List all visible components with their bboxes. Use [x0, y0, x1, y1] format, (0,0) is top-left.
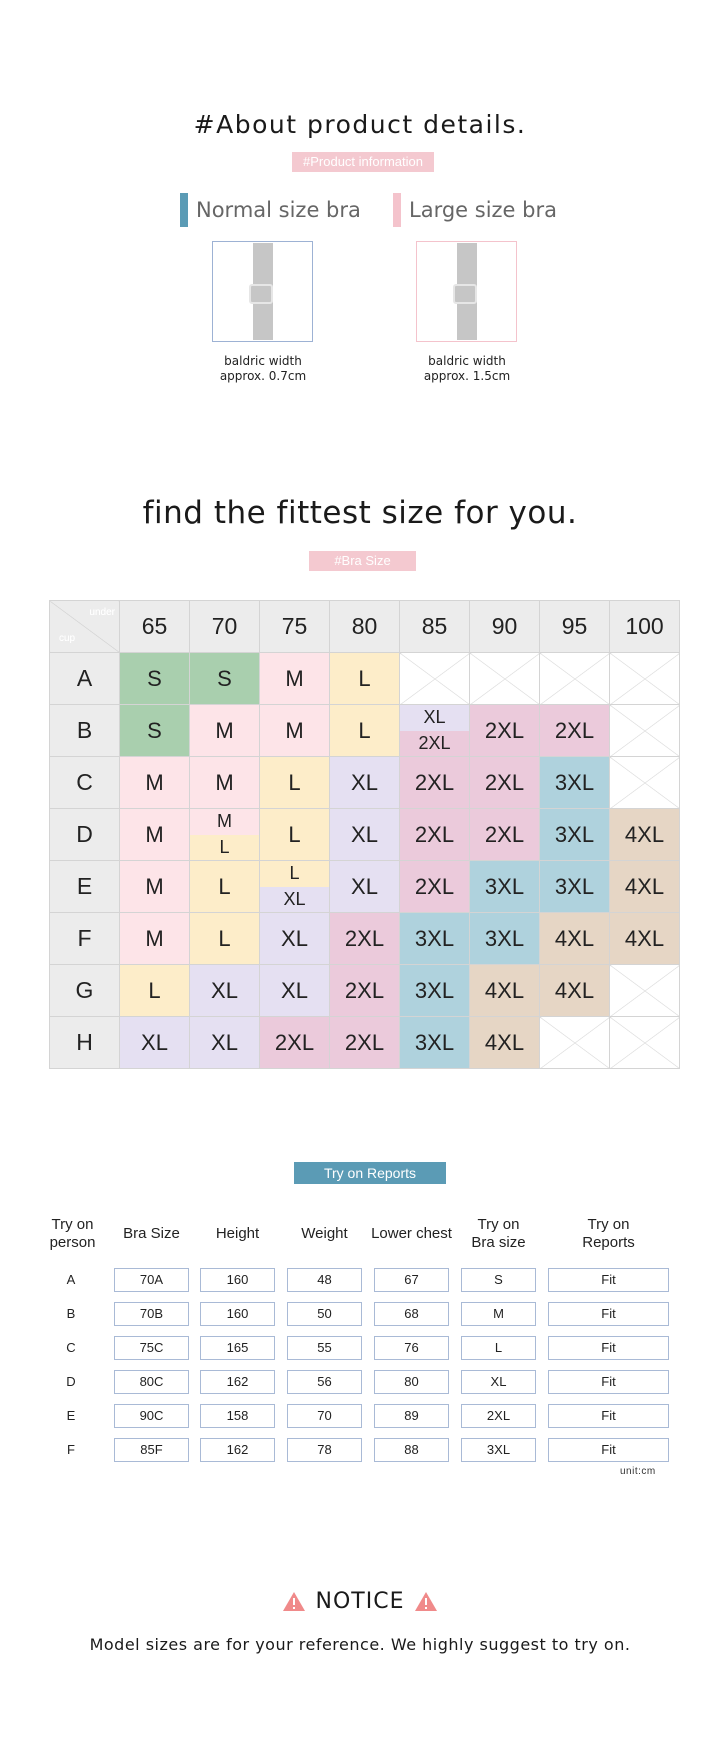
size-cell: 2XL — [470, 809, 540, 861]
report-cell-weight: 70 — [287, 1404, 362, 1428]
size-chart-row — [50, 757, 680, 809]
header-line: Bra Size — [123, 1225, 180, 1242]
report-cell-height: 160 — [200, 1302, 275, 1326]
size-cell: 2XL — [330, 913, 400, 965]
size-value: XL — [400, 705, 469, 731]
size-cell: L — [330, 653, 400, 705]
warning-icon — [282, 1591, 306, 1612]
band-size-header: 90 — [470, 601, 540, 653]
size-cell: M — [190, 705, 260, 757]
size-cell: L — [190, 913, 260, 965]
report-cell-size: XL — [461, 1370, 536, 1394]
report-cell-weight: 55 — [287, 1336, 362, 1360]
cup-size-label: C — [50, 757, 120, 809]
report-cell-size: M — [461, 1302, 536, 1326]
buckle-illustration — [249, 284, 273, 304]
size-cell: 2XL — [400, 757, 470, 809]
band-size-header: 100 — [610, 601, 680, 653]
size-cell: 4XL — [540, 913, 610, 965]
size-chart-row — [50, 705, 680, 757]
caption-line: baldric width — [428, 354, 506, 368]
size-cell: 4XL — [610, 861, 680, 913]
band-size-header: 80 — [330, 601, 400, 653]
cup-size-label: E — [50, 861, 120, 913]
caption-line: approx. 1.5cm — [423, 369, 511, 383]
size-cell: 2XL — [330, 965, 400, 1017]
cup-size-label: G — [50, 965, 120, 1017]
size-cell: 4XL — [610, 913, 680, 965]
size-cell: 3XL — [540, 757, 610, 809]
notice-text: Model sizes are for your reference. We highly suggest to try on. — [89, 1635, 631, 1654]
size-cell: M — [120, 861, 190, 913]
split-size-cell — [400, 705, 470, 757]
size-cell: XL — [260, 913, 330, 965]
report-column-header — [104, 1225, 199, 1243]
report-cell-size: S — [461, 1268, 536, 1292]
cup-size-label: D — [50, 809, 120, 861]
report-person-label: F — [67, 1442, 75, 1457]
header-line: Try on — [477, 1216, 520, 1233]
size-cell: 2XL — [260, 1017, 330, 1069]
header-line: Try on — [587, 1216, 630, 1233]
report-cell-report: Fit — [548, 1302, 669, 1326]
size-cell: 2XL — [400, 861, 470, 913]
large-strap-caption — [397, 354, 537, 384]
band-size-header: 95 — [540, 601, 610, 653]
report-cell-report: Fit — [548, 1370, 669, 1394]
empty-size-cell — [540, 653, 610, 705]
report-cell-chest: 89 — [374, 1404, 449, 1428]
header-line: Try on — [51, 1216, 94, 1233]
size-value: XL — [260, 887, 329, 913]
size-value: L — [190, 835, 259, 861]
band-size-header: 85 — [400, 601, 470, 653]
size-cell: 3XL — [540, 809, 610, 861]
report-cell-height: 160 — [200, 1268, 275, 1292]
normal-size-label: Normal size bra — [196, 198, 361, 222]
size-chart-row — [50, 809, 680, 861]
cup-size-label: F — [50, 913, 120, 965]
normal-strap-caption — [193, 354, 333, 384]
size-cell: M — [120, 757, 190, 809]
buckle-illustration — [453, 284, 477, 304]
report-cell-bra: 90C — [114, 1404, 189, 1428]
size-cell: 2XL — [330, 1017, 400, 1069]
large-size-heading — [393, 193, 557, 227]
report-column-header — [364, 1225, 459, 1243]
header-line: Lower chest — [371, 1225, 452, 1242]
size-cell: L — [330, 705, 400, 757]
size-cell: L — [120, 965, 190, 1017]
corner-cell — [50, 601, 120, 653]
size-chart-row — [50, 653, 680, 705]
normal-size-heading — [180, 193, 361, 227]
notice-heading — [0, 1589, 720, 1614]
normal-strap-image — [212, 241, 313, 342]
header-line: Height — [215, 1225, 260, 1242]
report-cell-report: Fit — [548, 1404, 669, 1428]
normal-accent-bar — [180, 193, 188, 227]
report-cell-weight: 78 — [287, 1438, 362, 1462]
size-cell: 3XL — [400, 965, 470, 1017]
report-cell-bra: 85F — [114, 1438, 189, 1462]
report-cell-chest: 80 — [374, 1370, 449, 1394]
size-cell: XL — [120, 1017, 190, 1069]
report-column-header — [190, 1225, 285, 1243]
size-cell: L — [190, 861, 260, 913]
report-cell-bra: 80C — [114, 1370, 189, 1394]
size-cell: XL — [330, 861, 400, 913]
report-column-header — [538, 1216, 679, 1252]
cup-size-label: H — [50, 1017, 120, 1069]
reports-tag: Try on Reports — [294, 1162, 446, 1184]
size-cell: XL — [190, 1017, 260, 1069]
size-value: M — [190, 809, 259, 835]
corner-under-label: under — [89, 607, 115, 618]
size-value: L — [260, 861, 329, 887]
empty-size-cell — [540, 1017, 610, 1069]
size-cell: XL — [260, 965, 330, 1017]
size-chart-row — [50, 861, 680, 913]
report-cell-report: Fit — [548, 1336, 669, 1360]
header-line: person — [49, 1234, 96, 1251]
report-cell-chest: 67 — [374, 1268, 449, 1292]
report-person-label: E — [66, 1408, 76, 1423]
report-cell-chest: 76 — [374, 1336, 449, 1360]
band-size-header: 65 — [120, 601, 190, 653]
size-cell: 4XL — [610, 809, 680, 861]
size-cell: M — [190, 757, 260, 809]
size-cell: S — [120, 653, 190, 705]
report-cell-size: 2XL — [461, 1404, 536, 1428]
report-column-header — [451, 1216, 546, 1252]
header-line: Bra size — [471, 1234, 526, 1251]
empty-size-cell — [400, 653, 470, 705]
report-cell-report: Fit — [548, 1438, 669, 1462]
report-column-header — [35, 1216, 110, 1252]
size-cell: S — [190, 653, 260, 705]
size-cell: M — [120, 809, 190, 861]
report-cell-weight: 56 — [287, 1370, 362, 1394]
report-cell-height: 162 — [200, 1370, 275, 1394]
report-cell-height: 162 — [200, 1438, 275, 1462]
empty-size-cell — [610, 965, 680, 1017]
report-person-label: A — [66, 1272, 76, 1287]
empty-size-cell — [470, 653, 540, 705]
size-cell: M — [260, 705, 330, 757]
size-value: 2XL — [400, 731, 469, 757]
size-cell: S — [120, 705, 190, 757]
report-cell-bra: 70B — [114, 1302, 189, 1326]
band-size-header: 75 — [260, 601, 330, 653]
cup-size-label: B — [50, 705, 120, 757]
caption-line: baldric width — [224, 354, 302, 368]
size-cell: L — [260, 757, 330, 809]
size-cell: 3XL — [470, 913, 540, 965]
empty-size-cell — [610, 705, 680, 757]
size-chart-row — [50, 965, 680, 1017]
size-cell: 3XL — [400, 913, 470, 965]
large-accent-bar — [393, 193, 401, 227]
report-cell-bra: 70A — [114, 1268, 189, 1292]
size-chart-title: find the fittest size for you. — [142, 495, 578, 531]
size-cell: L — [260, 809, 330, 861]
report-cell-weight: 50 — [287, 1302, 362, 1326]
split-size-cell — [190, 809, 260, 861]
report-column-header — [277, 1225, 372, 1243]
corner-cup-label: cup — [59, 633, 76, 644]
details-tag: #Product information — [292, 152, 434, 172]
cup-size-label: A — [50, 653, 120, 705]
empty-size-cell — [610, 653, 680, 705]
caption-line: approx. 0.7cm — [219, 369, 307, 383]
header-line: Weight — [301, 1225, 348, 1242]
report-cell-bra: 75C — [114, 1336, 189, 1360]
size-chart-table — [49, 600, 680, 1069]
band-size-header: 70 — [190, 601, 260, 653]
size-chart-header-row — [50, 601, 680, 653]
report-cell-size: L — [461, 1336, 536, 1360]
size-chart-body — [50, 653, 680, 1069]
size-cell: 3XL — [400, 1017, 470, 1069]
large-strap-image — [416, 241, 517, 342]
size-cell: XL — [330, 809, 400, 861]
size-cell: XL — [190, 965, 260, 1017]
split-size-cell — [260, 861, 330, 913]
notice-title: NOTICE — [315, 1589, 405, 1614]
size-cell: 3XL — [540, 861, 610, 913]
size-cell: 2XL — [470, 705, 540, 757]
size-chart-tag: #Bra Size — [309, 551, 416, 571]
size-cell: XL — [330, 757, 400, 809]
unit-note: unit:cm — [620, 1466, 656, 1477]
size-cell: M — [260, 653, 330, 705]
size-cell: 4XL — [470, 965, 540, 1017]
size-chart-row — [50, 913, 680, 965]
large-size-label: Large size bra — [409, 198, 557, 222]
report-cell-height: 158 — [200, 1404, 275, 1428]
size-chart-row — [50, 1017, 680, 1069]
report-person-label: C — [66, 1340, 76, 1355]
size-cell: 4XL — [470, 1017, 540, 1069]
report-cell-report: Fit — [548, 1268, 669, 1292]
size-cell: 2XL — [470, 757, 540, 809]
empty-size-cell — [610, 1017, 680, 1069]
size-cell: 4XL — [540, 965, 610, 1017]
report-cell-size: 3XL — [461, 1438, 536, 1462]
report-cell-chest: 68 — [374, 1302, 449, 1326]
report-person-label: B — [66, 1306, 76, 1321]
report-cell-height: 165 — [200, 1336, 275, 1360]
header-line: Reports — [582, 1234, 635, 1251]
report-cell-weight: 48 — [287, 1268, 362, 1292]
details-title: #About product details. — [193, 110, 527, 139]
size-cell: 3XL — [470, 861, 540, 913]
size-cell: 2XL — [540, 705, 610, 757]
size-cell: M — [120, 913, 190, 965]
empty-size-cell — [610, 757, 680, 809]
report-person-label: D — [66, 1374, 76, 1389]
size-cell: 2XL — [400, 809, 470, 861]
report-cell-chest: 88 — [374, 1438, 449, 1462]
warning-icon — [414, 1591, 438, 1612]
